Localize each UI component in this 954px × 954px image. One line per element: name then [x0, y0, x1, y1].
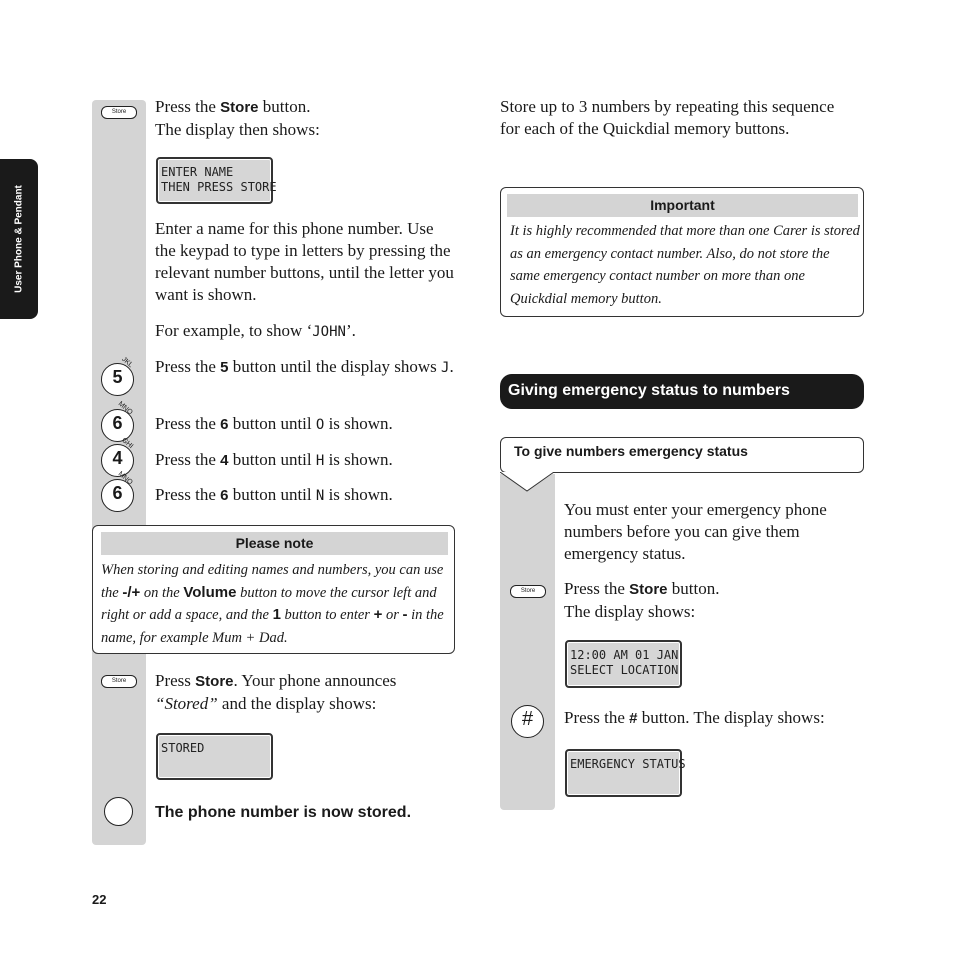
key-4-icon: 4 GHI	[101, 444, 134, 477]
key-5-icon: 5 JKL	[101, 363, 134, 396]
stored-confirmation: The phone number is now stored.	[155, 804, 412, 821]
step-press-store-right: Press the Store button. The display shows:	[564, 579, 720, 621]
please-note-box	[92, 525, 455, 654]
step-press-4-h: Press the 4 button until H is shown.	[155, 450, 393, 469]
store-button-icon: Store	[101, 675, 137, 688]
step-press-store: Press the Store button. The display then shows:	[155, 97, 320, 139]
important-heading: Important	[507, 194, 858, 217]
key-6-icon: 6 MNO	[101, 479, 134, 512]
gutter-notch	[500, 472, 556, 494]
section-side-tab-label: User Phone & Pendant	[13, 185, 25, 293]
lcd-display-select-location: 12:00 AM 01 JAN SELECT LOCATION	[565, 640, 682, 688]
lcd-display-enter-name: ENTER NAME THEN PRESS STORE	[156, 157, 273, 204]
must-enter-paragraph: You must enter your emergency phone numbers before you can give them emergency status.	[564, 500, 827, 563]
right-step-gutter	[500, 474, 555, 810]
subsection-header-box	[500, 437, 864, 473]
enter-name-paragraph: Enter a name for this phone number. Use the keypad to type in letters by pressing the relevant number buttons, until the letter you want is shown.	[155, 219, 454, 304]
lcd-display-emergency-status: EMERGENCY STATUS	[565, 749, 682, 797]
store-button-icon: Store	[101, 106, 137, 119]
step-press-6-n: Press the 6 button until N is shown.	[155, 485, 393, 504]
store-button-icon: Store	[510, 585, 546, 598]
step-press-store-announce: Press Store. Your phone announces “Stored” and the display shows:	[155, 671, 397, 713]
example-text: For example, to show ‘JOHN’.	[155, 321, 356, 340]
section-side-tab	[0, 159, 38, 319]
section-title-pill: Giving emergency status to numbers	[500, 374, 864, 409]
lcd-display-stored: STORED	[156, 733, 273, 780]
please-note-text: When storing and editing names and numbers, you can use the -/+ on the Volume button to move the cursor left and right or add a space, and the 1 button to enter + or - in the name, for example Mum + Dad.	[101, 562, 444, 646]
please-note-heading: Please note	[101, 532, 448, 555]
intro-paragraph: Store up to 3 numbers by repeating this sequence for each of the Quickdial memory buttons.	[500, 97, 835, 138]
blank-button-icon	[104, 797, 133, 826]
subsection-title: To give numbers emergency status	[514, 443, 748, 459]
step-press-5: Press the 5 button until the display shows J.	[155, 357, 454, 376]
important-text: It is highly recommended that more than one Carer is stored as an emergency contact number. Also, do not store the same emergency contact number on more than one Quickdial memory button.	[510, 223, 860, 307]
page-number: 22	[92, 892, 107, 907]
key-6-icon: 6 MNO	[101, 409, 134, 442]
hash-key-icon: #	[511, 705, 544, 738]
important-box	[500, 187, 864, 317]
step-press-6-o: Press the 6 button until O is shown.	[155, 414, 393, 433]
step-press-hash: Press the # button. The display shows:	[564, 708, 825, 727]
